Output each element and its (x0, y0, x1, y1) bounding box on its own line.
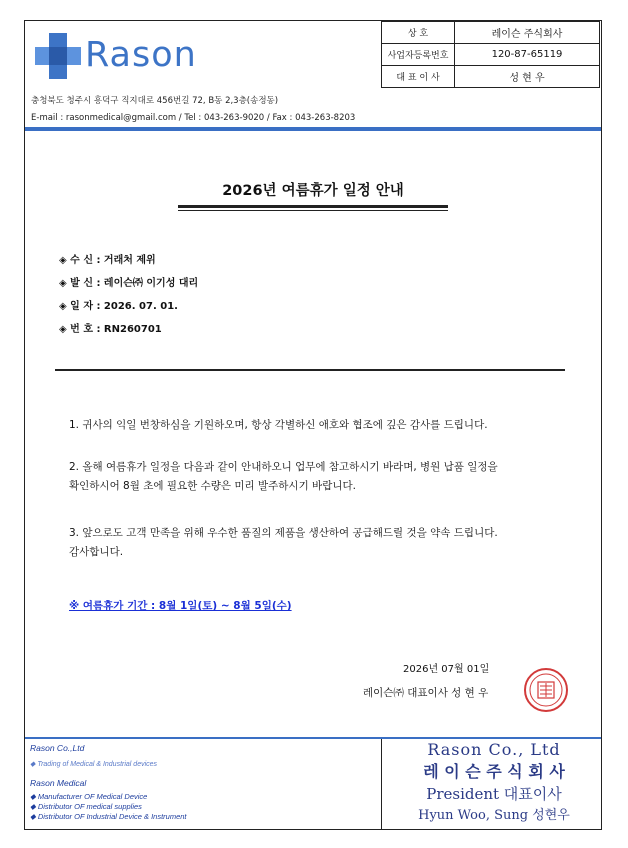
footer-item: ◆ Distributor OF medical supplies (30, 802, 142, 811)
company-seal-stamp (523, 667, 569, 713)
meta-sender: ◈ 발 신 : 레이슨㈜ 이기성 대리 (59, 278, 199, 289)
company-name-stamp (411, 739, 577, 827)
logo-wordmark: Rason (85, 35, 197, 75)
info-key: 사업자등록번호 (382, 44, 455, 66)
vacation-period-notice: ※ 여름휴가 기간 : 8월 1일(토) ~ 8월 5일(수) (69, 600, 292, 612)
meta-recipient: ◈ 수 신 : 거래처 제위 (59, 255, 156, 266)
footer-company-name: Rason Co.,Ltd (30, 743, 85, 753)
company-contact: E-mail : rasonmedical@gmail.com / Tel : 043-263-9020 / Fax : 043-263-8203 (31, 113, 356, 123)
section-divider (55, 369, 565, 371)
meta-number: ◈ 번 호 : RN260701 (59, 324, 162, 335)
stamp-line-korean-company: 레 이 슨 주 식 회 사 (423, 762, 565, 781)
medical-cross-icon (35, 33, 83, 81)
footer-column-divider (381, 739, 382, 829)
signature-line: 레이슨㈜ 대표이사 성 현 우 (363, 687, 489, 699)
footer-brand: Rason Medical (30, 778, 87, 788)
info-key: 대 표 이 사 (382, 66, 455, 88)
company-address: 충청북도 청주시 흥덕구 직지대로 456번길 72, B동 2,3층(송정동) (31, 96, 279, 106)
header-divider (25, 127, 601, 131)
info-value: 성 현 우 (455, 66, 600, 88)
company-logo (35, 31, 215, 86)
paragraph-1: 1. 귀사의 익일 번창하심을 기원하오며, 항상 각별하신 애호와 협조에 깊은 감사를 드립니다. (69, 419, 488, 431)
info-value: 레이슨 주식회사 (455, 22, 600, 44)
info-key: 상 호 (382, 22, 455, 44)
stamp-line-title: President 대표이사 (426, 785, 562, 803)
paragraph-2-line1: 2. 올해 여름휴가 일정을 다음과 같이 안내하오니 업무에 참고하시기 바라며, 병원 납품 일정을 (69, 461, 498, 473)
info-value: 120-87-65119 (455, 44, 600, 66)
footer-tagline: ◆ Trading of Medical & Industrial devices (30, 761, 158, 768)
paragraph-3-line2: 감사합니다. (69, 546, 124, 558)
paragraph-2-line2: 확인하시어 8월 초에 필요한 수량은 미리 발주하시기 바랍니다. (69, 480, 356, 492)
stamp-line-name: Hyun Woo, Sung 성현우 (418, 808, 570, 823)
footer-item: ◆ Manufacturer OF Medical Device (30, 792, 148, 801)
company-info-table (381, 21, 600, 88)
document-page (24, 20, 602, 830)
meta-date: ◈ 일 자 : 2026. 07. 01. (59, 301, 178, 312)
paragraph-3-line1: 3. 앞으로도 고객 만족을 위해 우수한 품질의 제품을 생산하여 공급해드릴 것을 약속 드립니다. (69, 527, 498, 539)
title-underline (178, 205, 448, 208)
issue-date: 2026년 07월 01일 (403, 664, 490, 675)
document-title: 2026년 여름휴가 일정 안내 (222, 183, 404, 199)
title-underline-thin (178, 210, 448, 211)
footer-item: ◆ Distributor OF Industrial Device & Instrument (30, 812, 187, 821)
stamp-line-english-company: Rason Co., Ltd (427, 740, 561, 759)
